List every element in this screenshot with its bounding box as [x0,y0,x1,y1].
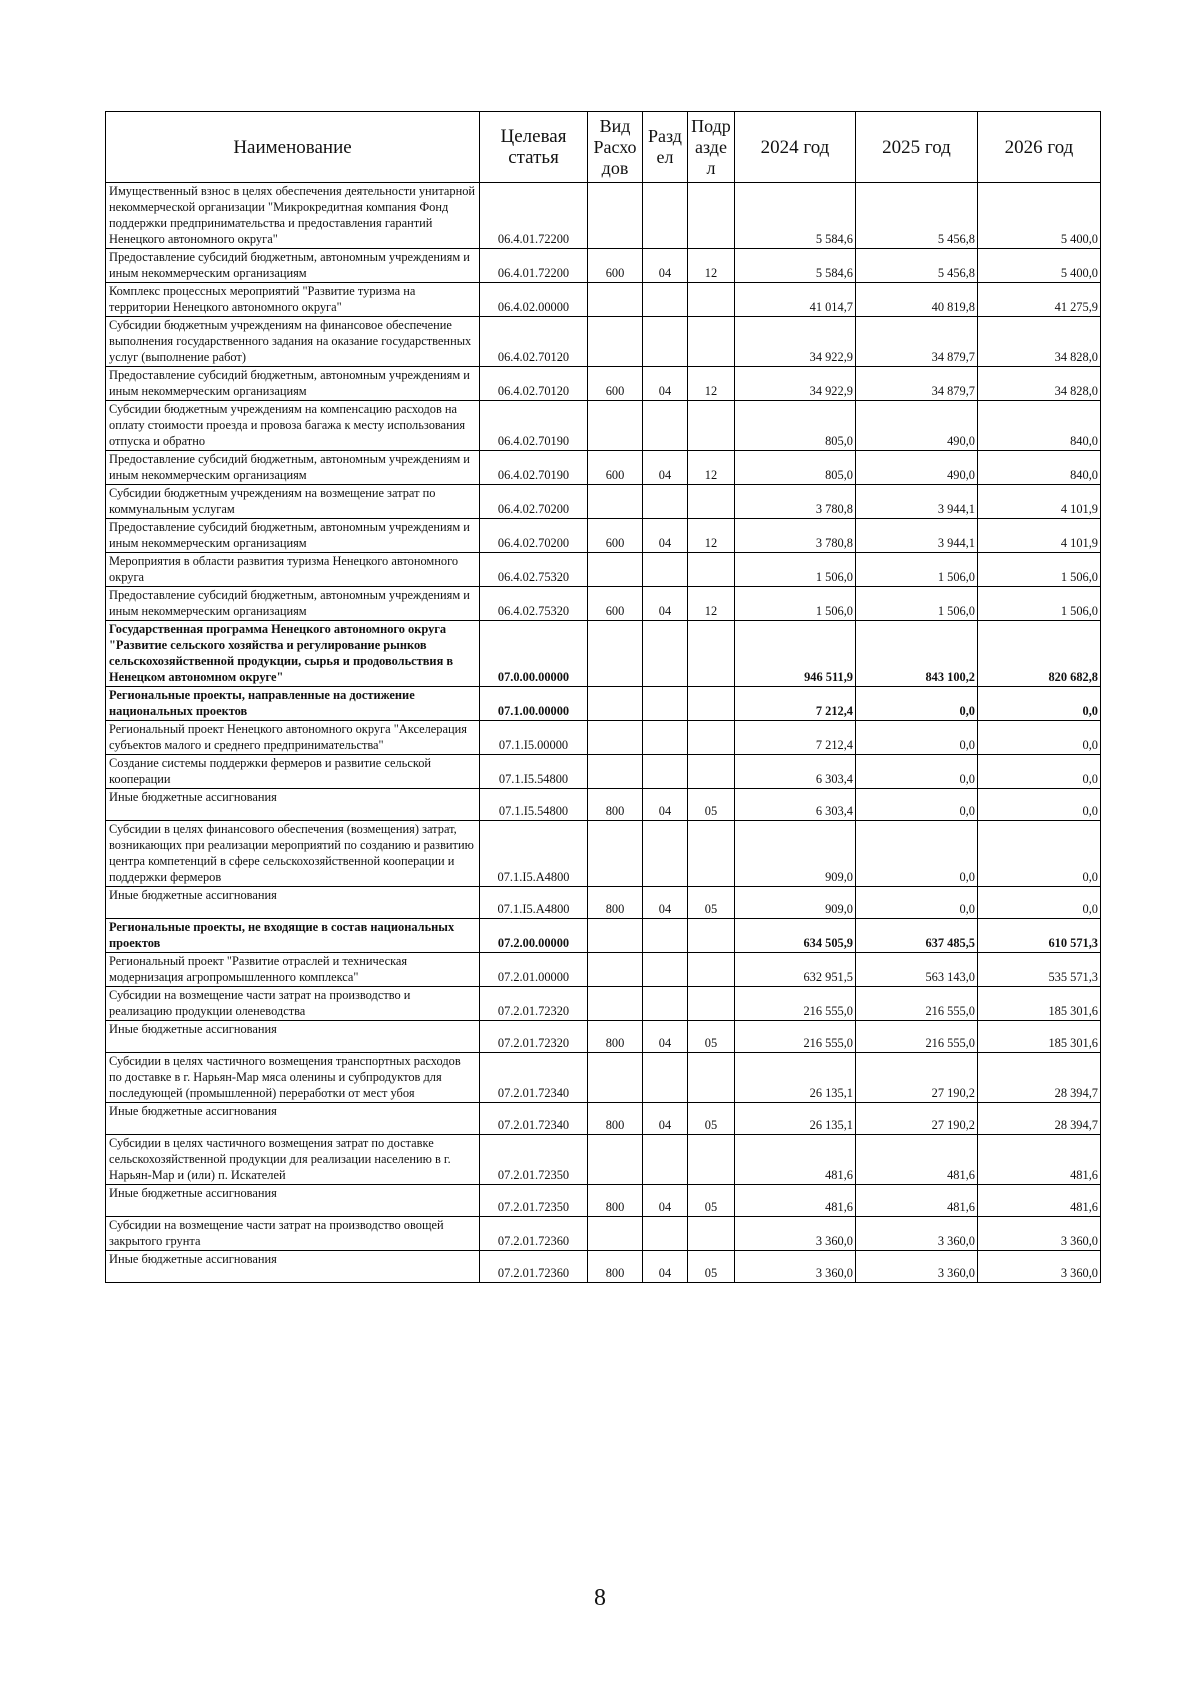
row-expense-type [588,621,643,687]
table-row [106,553,1101,587]
row-expense-type [588,821,643,887]
row-value-2026: 4 101,9 [978,485,1101,519]
row-expense-type: 600 [588,451,643,485]
row-name: Субсидии в целях частичного возмещения транспортных расходов по доставке в г. Нарьян-Мар мяса оленины и субпродуктов для последующей (промышленной) переработки от мест убоя [106,1053,480,1103]
row-name: Иные бюджетные ассигнования [106,1251,480,1283]
row-target-article: 07.1.I5.54800 [480,789,588,821]
row-target-article: 06.4.02.70200 [480,519,588,553]
row-target-article: 07.2.01.72340 [480,1053,588,1103]
row-section [643,1053,688,1103]
row-target-article: 06.4.02.70190 [480,451,588,485]
row-name: Комплекс процессных мероприятий "Развитие туризма на территории Ненецкого автономного округа" [106,283,480,317]
row-value-2026: 0,0 [978,755,1101,789]
row-name: Иные бюджетные ассигнования [106,1103,480,1135]
row-value-2025: 5 456,8 [856,183,978,249]
row-value-2025: 3 360,0 [856,1217,978,1251]
row-value-2026: 34 828,0 [978,317,1101,367]
row-section [643,821,688,887]
row-value-2025: 216 555,0 [856,1021,978,1053]
row-section [643,1135,688,1185]
row-value-2025: 40 819,8 [856,283,978,317]
row-value-2024: 1 506,0 [735,587,856,621]
row-expense-type: 800 [588,1185,643,1217]
row-expense-type: 600 [588,367,643,401]
row-value-2025: 0,0 [856,755,978,789]
row-value-2025: 5 456,8 [856,249,978,283]
row-section: 04 [643,519,688,553]
header-name: Наименование [106,112,480,183]
table-row [106,887,1101,919]
header-section: Разд ел [643,112,688,183]
row-value-2026: 820 682,8 [978,621,1101,687]
row-value-2025: 490,0 [856,401,978,451]
row-value-2024: 6 303,4 [735,789,856,821]
row-target-article: 07.2.01.72350 [480,1185,588,1217]
row-value-2026: 0,0 [978,887,1101,919]
row-section [643,553,688,587]
row-value-2025: 3 944,1 [856,485,978,519]
row-name: Предоставление субсидий бюджетным, автономным учреждениям и иным некоммерческим организациям [106,519,480,553]
row-value-2026: 28 394,7 [978,1053,1101,1103]
row-value-2024: 5 584,6 [735,183,856,249]
row-subsection [688,687,735,721]
row-value-2025: 27 190,2 [856,1103,978,1135]
row-name: Региональный проект Ненецкого автономного округа "Акселерация субъектов малого и среднего предпринимательства" [106,721,480,755]
row-value-2026: 840,0 [978,401,1101,451]
row-name: Субсидии в целях финансового обеспечения (возмещения) затрат, возникающих при реализации мероприятий по созданию и развитию центра компетенций в сфере сельскохозяйственной кооперации и поддержки фермеров [106,821,480,887]
row-section: 04 [643,587,688,621]
row-value-2026: 840,0 [978,451,1101,485]
row-target-article: 06.4.02.75320 [480,553,588,587]
row-value-2024: 481,6 [735,1135,856,1185]
row-expense-type [588,401,643,451]
row-expense-type: 600 [588,519,643,553]
row-subsection [688,1135,735,1185]
table-row [106,485,1101,519]
row-subsection [688,485,735,519]
table-row [106,821,1101,887]
row-value-2025: 34 879,7 [856,317,978,367]
row-subsection [688,821,735,887]
table-row [106,1021,1101,1053]
row-value-2024: 34 922,9 [735,317,856,367]
row-expense-type: 800 [588,887,643,919]
row-expense-type [588,687,643,721]
header-2024: 2024 год [735,112,856,183]
row-value-2024: 3 360,0 [735,1217,856,1251]
row-value-2026: 5 400,0 [978,183,1101,249]
table-row [106,789,1101,821]
row-name: Предоставление субсидий бюджетным, автономным учреждениям и иным некоммерческим организациям [106,249,480,283]
table-row [106,1103,1101,1135]
row-name: Субсидии на возмещение части затрат на производство и реализацию продукции оленеводства [106,987,480,1021]
row-target-article: 07.2.01.72340 [480,1103,588,1135]
row-value-2025: 0,0 [856,821,978,887]
row-subsection [688,1217,735,1251]
row-value-2026: 3 360,0 [978,1251,1101,1283]
row-name: Иные бюджетные ассигнования [106,1021,480,1053]
row-target-article: 06.4.02.70190 [480,401,588,451]
row-value-2025: 3 944,1 [856,519,978,553]
row-subsection [688,987,735,1021]
row-subsection [688,317,735,367]
row-subsection [688,755,735,789]
row-value-2026: 481,6 [978,1185,1101,1217]
header-subsection: Подр азде л [688,112,735,183]
row-value-2026: 535 571,3 [978,953,1101,987]
header-row [106,112,1101,183]
row-target-article: 06.4.02.75320 [480,587,588,621]
row-target-article: 06.4.01.72200 [480,183,588,249]
row-value-2026: 185 301,6 [978,1021,1101,1053]
row-value-2024: 3 780,8 [735,485,856,519]
row-subsection: 05 [688,1185,735,1217]
row-target-article: 07.1.00.00000 [480,687,588,721]
row-value-2026: 28 394,7 [978,1103,1101,1135]
row-value-2025: 481,6 [856,1185,978,1217]
row-name: Субсидии в целях частичного возмещения затрат по доставке сельскохозяйственной продукции для реализации населению в г. Нарьян-Мар и (или) п. Искателей [106,1135,480,1185]
row-value-2024: 7 212,4 [735,721,856,755]
row-name: Имущественный взнос в целях обеспечения деятельности унитарной некоммерческой организации "Микрокредитная компания Фонд поддержки предпринимательства и предоставления гарантий Ненецкого автономного округа" [106,183,480,249]
row-name: Субсидии на возмещение части затрат на производство овощей закрытого грунта [106,1217,480,1251]
row-section [643,1217,688,1251]
row-expense-type [588,953,643,987]
table-row [106,519,1101,553]
row-expense-type [588,1135,643,1185]
row-value-2024: 3 780,8 [735,519,856,553]
row-value-2024: 632 951,5 [735,953,856,987]
table-row [106,987,1101,1021]
row-expense-type [588,283,643,317]
row-expense-type: 800 [588,1021,643,1053]
row-value-2026: 0,0 [978,721,1101,755]
row-expense-type: 800 [588,1251,643,1283]
row-section: 04 [643,367,688,401]
row-section: 04 [643,1185,688,1217]
row-subsection [688,401,735,451]
row-name: Государственная программа Ненецкого автономного округа "Развитие сельского хозяйства и регулирование рынков сельскохозяйственной продукции, сырья и продовольствия в Ненецком автономном округе" [106,621,480,687]
row-section [643,919,688,953]
row-name: Субсидии бюджетным учреждениям на возмещение затрат по коммунальным услугам [106,485,480,519]
table-row [106,367,1101,401]
page-number: 8 [594,1585,606,1611]
budget-table [105,111,1101,1283]
row-expense-type: 600 [588,249,643,283]
row-subsection: 12 [688,367,735,401]
header-target-article: Целевая статья [480,112,588,183]
row-subsection [688,919,735,953]
row-section: 04 [643,249,688,283]
row-value-2024: 34 922,9 [735,367,856,401]
row-name: Иные бюджетные ассигнования [106,1185,480,1217]
row-target-article: 07.1.I5.A4800 [480,887,588,919]
row-value-2026: 0,0 [978,821,1101,887]
table-row [106,451,1101,485]
row-expense-type [588,317,643,367]
row-section [643,283,688,317]
row-section [643,987,688,1021]
row-value-2025: 3 360,0 [856,1251,978,1283]
row-value-2024: 41 014,7 [735,283,856,317]
row-expense-type: 600 [588,587,643,621]
table-row [106,1251,1101,1283]
header-2025: 2025 год [856,112,978,183]
row-value-2025: 637 485,5 [856,919,978,953]
row-value-2025: 34 879,7 [856,367,978,401]
row-section [643,401,688,451]
row-subsection: 05 [688,1251,735,1283]
row-expense-type [588,183,643,249]
row-value-2026: 3 360,0 [978,1217,1101,1251]
row-value-2026: 481,6 [978,1135,1101,1185]
row-expense-type [588,1053,643,1103]
row-name: Региональные проекты, не входящие в состав национальных проектов [106,919,480,953]
table-row [106,283,1101,317]
row-value-2025: 0,0 [856,687,978,721]
row-section [643,687,688,721]
row-subsection [688,553,735,587]
row-value-2025: 0,0 [856,789,978,821]
row-target-article: 07.0.00.00000 [480,621,588,687]
table-row [106,687,1101,721]
row-target-article: 06.4.02.70120 [480,317,588,367]
row-section [643,621,688,687]
row-subsection: 12 [688,451,735,485]
row-section: 04 [643,451,688,485]
row-name: Региональные проекты, направленные на достижение национальных проектов [106,687,480,721]
row-value-2024: 909,0 [735,821,856,887]
row-subsection: 12 [688,587,735,621]
row-value-2024: 26 135,1 [735,1053,856,1103]
row-expense-type [588,721,643,755]
row-value-2025: 0,0 [856,721,978,755]
row-expense-type [588,919,643,953]
row-value-2024: 634 505,9 [735,919,856,953]
row-value-2025: 216 555,0 [856,987,978,1021]
row-target-article: 07.2.01.72360 [480,1251,588,1283]
row-value-2026: 610 571,3 [978,919,1101,953]
table-row [106,621,1101,687]
row-expense-type [588,485,643,519]
table-row [106,317,1101,367]
row-target-article: 07.2.01.72350 [480,1135,588,1185]
row-expense-type [588,987,643,1021]
row-value-2025: 490,0 [856,451,978,485]
row-name: Мероприятия в области развития туризма Ненецкого автономного округа [106,553,480,587]
row-section: 04 [643,1251,688,1283]
row-target-article: 06.4.02.70200 [480,485,588,519]
row-target-article: 07.2.01.72320 [480,1021,588,1053]
row-value-2026: 4 101,9 [978,519,1101,553]
row-name: Иные бюджетные ассигнования [106,789,480,821]
table-row [106,1217,1101,1251]
row-expense-type: 800 [588,789,643,821]
row-value-2024: 481,6 [735,1185,856,1217]
table-row [106,587,1101,621]
row-value-2024: 946 511,9 [735,621,856,687]
row-target-article: 07.2.01.00000 [480,953,588,987]
row-subsection [688,721,735,755]
row-value-2024: 216 555,0 [735,1021,856,1053]
row-name: Субсидии бюджетным учреждениям на компенсацию расходов на оплату стоимости проезда и провоза багажа к месту использования отпуска и обратно [106,401,480,451]
row-value-2026: 1 506,0 [978,587,1101,621]
row-name: Предоставление субсидий бюджетным, автономным учреждениям и иным некоммерческим организациям [106,451,480,485]
row-value-2025: 27 190,2 [856,1053,978,1103]
row-value-2024: 216 555,0 [735,987,856,1021]
row-target-article: 07.2.00.00000 [480,919,588,953]
row-value-2024: 805,0 [735,401,856,451]
row-value-2025: 1 506,0 [856,587,978,621]
row-subsection [688,183,735,249]
row-section: 04 [643,1021,688,1053]
row-expense-type [588,1217,643,1251]
row-target-article: 07.1.I5.A4800 [480,821,588,887]
row-value-2026: 1 506,0 [978,553,1101,587]
row-value-2025: 563 143,0 [856,953,978,987]
table-row [106,755,1101,789]
row-value-2024: 909,0 [735,887,856,919]
row-subsection: 12 [688,519,735,553]
table-row [106,249,1101,283]
row-subsection: 05 [688,1021,735,1053]
row-section: 04 [643,887,688,919]
row-name: Предоставление субсидий бюджетным, автономным учреждениям и иным некоммерческим организациям [106,367,480,401]
row-value-2026: 34 828,0 [978,367,1101,401]
row-subsection [688,953,735,987]
row-value-2026: 185 301,6 [978,987,1101,1021]
row-target-article: 06.4.02.00000 [480,283,588,317]
row-value-2024: 26 135,1 [735,1103,856,1135]
row-value-2024: 805,0 [735,451,856,485]
row-name: Предоставление субсидий бюджетным, автономным учреждениям и иным некоммерческим организациям [106,587,480,621]
row-section [643,755,688,789]
row-value-2024: 5 584,6 [735,249,856,283]
row-name: Создание системы поддержки фермеров и развитие сельской кооперации [106,755,480,789]
row-value-2025: 481,6 [856,1135,978,1185]
table-row [106,401,1101,451]
row-target-article: 07.2.01.72320 [480,987,588,1021]
row-value-2024: 6 303,4 [735,755,856,789]
row-subsection: 05 [688,789,735,821]
row-subsection: 05 [688,1103,735,1135]
row-value-2024: 3 360,0 [735,1251,856,1283]
header-expense-type: Вид Расхо дов [588,112,643,183]
row-subsection [688,283,735,317]
row-name: Региональный проект "Развитие отраслей и техническая модернизация агропромышленного комплекса" [106,953,480,987]
row-expense-type [588,553,643,587]
table-row [106,919,1101,953]
row-target-article: 06.4.02.70120 [480,367,588,401]
table-row [106,1053,1101,1103]
row-subsection [688,1053,735,1103]
row-value-2026: 5 400,0 [978,249,1101,283]
row-subsection: 12 [688,249,735,283]
row-name: Субсидии бюджетным учреждениям на финансовое обеспечение выполнения государственного задания на оказание государственных услуг (выполнение работ) [106,317,480,367]
table-row [106,1135,1101,1185]
row-value-2025: 1 506,0 [856,553,978,587]
row-subsection [688,621,735,687]
row-target-article: 07.1.I5.00000 [480,721,588,755]
row-value-2026: 41 275,9 [978,283,1101,317]
row-section: 04 [643,789,688,821]
row-subsection: 05 [688,887,735,919]
row-value-2026: 0,0 [978,687,1101,721]
row-section [643,485,688,519]
row-target-article: 07.2.01.72360 [480,1217,588,1251]
row-section [643,317,688,367]
row-section [643,953,688,987]
table-row [106,721,1101,755]
row-expense-type: 800 [588,1103,643,1135]
table-row [106,953,1101,987]
row-expense-type [588,755,643,789]
row-value-2024: 1 506,0 [735,553,856,587]
row-value-2025: 843 100,2 [856,621,978,687]
row-value-2025: 0,0 [856,887,978,919]
row-section [643,721,688,755]
row-value-2024: 7 212,4 [735,687,856,721]
row-name: Иные бюджетные ассигнования [106,887,480,919]
row-target-article: 06.4.01.72200 [480,249,588,283]
table-row [106,183,1101,249]
table-row [106,1185,1101,1217]
row-section [643,183,688,249]
row-section: 04 [643,1103,688,1135]
table-body [106,183,1101,1283]
header-2026: 2026 год [978,112,1101,183]
row-target-article: 07.1.I5.54800 [480,755,588,789]
row-value-2026: 0,0 [978,789,1101,821]
